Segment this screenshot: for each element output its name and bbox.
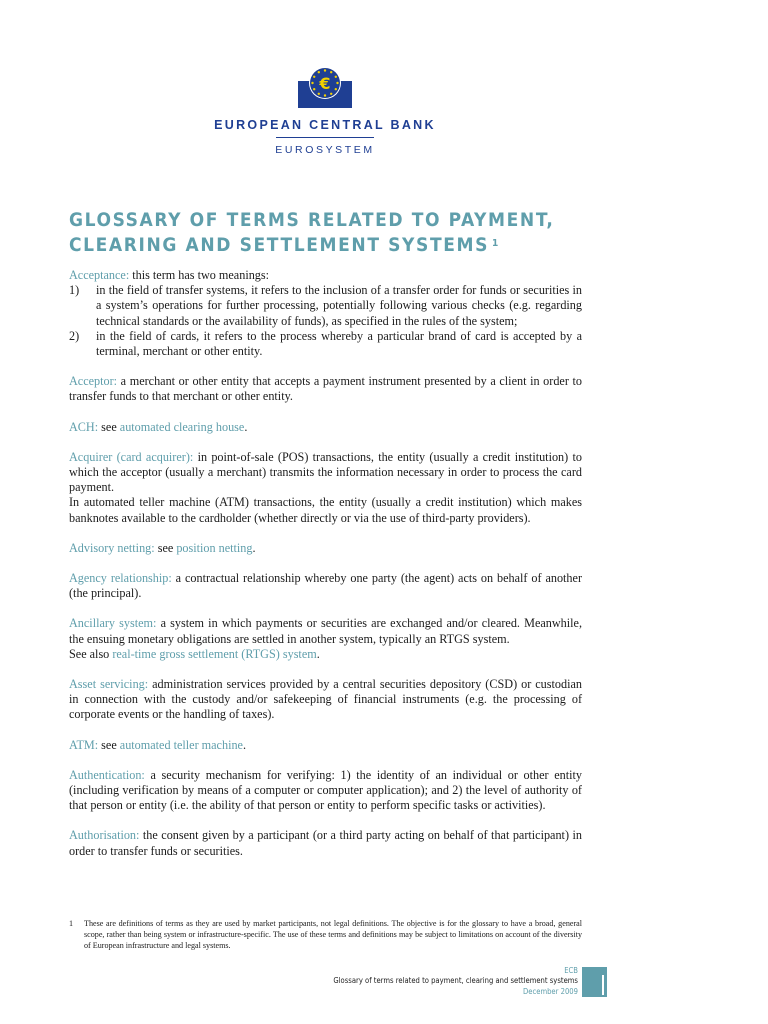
header-divider [276,137,374,138]
page-tab-bar [602,975,604,995]
list-item: 1) in the field of transfer systems, it refers to the inclusion of a transfer order for funds or securities in a system’s operations for further processing, potentially following various checks (e.g. regarding technical standards or the availability of funds), as specified in the rules of the system; [69,283,582,328]
entry-advisory-netting: Advisory netting: see position netting. [69,540,256,555]
term: ATM: [69,737,99,752]
footer-publisher: ECB [564,966,578,975]
definition: this term has two meanings: [129,268,270,282]
term: Acceptance: [69,268,130,282]
bank-name: EUROPEAN CENTRAL BANK [214,118,436,132]
entry-acceptance [69,268,582,359]
cross-reference-link[interactable]: automated clearing house [119,419,245,434]
entry-asset-servicing [69,677,582,723]
term: Ancillary system: [69,616,157,631]
title-line-2: CLEARING AND SETTLEMENT SYSTEMS $^1$ [69,234,499,256]
definition-continued: In automated teller machine (ATM) transactions, the entity (usually a credit institution) which makes banknotes available to the cardholder (whether directly or via the use of third-party providers). [69,495,582,525]
page-footer [333,966,578,997]
title-line-1: GLOSSARY OF TERMS RELATED TO PAYMENT, [69,209,555,231]
definition: a merchant or other entity that accepts a payment instrument presented by a client in order to transfer funds to that merchant or other entity. [69,374,582,404]
footnote-number: 1 [69,919,74,928]
definition: a system in which payments or securities are exchanged and/or cleared. Meanwhile, the ensuing monetary obligations are settled in another system, typically an RTGS system. [69,616,582,646]
definition: a security mechanism for verifying: 1) the identity of an individual or other entity (including verification by means of a computer or computer application); and 2) the level of authority of that person or entity (i.e. the ability of that person or entity to perform specific tasks or activities). [69,767,582,813]
footer-date: December 2009 [523,986,578,996]
entry-ancillary-system: Ancillary system: a system in which payments or securities are exchanged and/or cleared. Meanwhile, the ensuing monetary obligations are settled in another system, typically an RTGS system. See also real-time gross settlement (RTGS) system. [69,616,582,661]
definition: administration services provided by a central securities depository (CSD) or custodian in connection with the custody and/or safekeeping of financial instruments (e.g. the processing of corporate events or the handling of taxes). [69,677,582,722]
list-item: 2) in the field of cards, it refers to the process whereby a particular brand of card is accepted by a terminal, merchant or other entity. [69,328,582,359]
entry-authentication [69,768,582,814]
definition: the consent given by a participant (or a third party acting on behalf of that participant) in order to transfer funds or securities. [69,828,582,858]
page-title [69,208,709,258]
entry-atm: ATM: see automated teller machine. [69,737,247,752]
term: Authorisation: [69,828,140,843]
term: Acquirer (card acquirer): [69,449,194,464]
entry-ach: ACH: see automated clearing house. [69,419,248,434]
footnote [69,918,582,951]
cross-reference-link[interactable]: position netting [176,540,253,555]
definition: in point-of-sale (POS) transactions, the entity (usually a credit institution) to which the acceptor (usually a merchant) transmits the information necessary in order to process the card payment. [69,449,582,495]
term: Advisory netting: [69,540,155,555]
footnote-marker: 1 [492,238,499,249]
euro-emblem-icon [298,66,352,108]
eurosystem-label: EUROSYSTEM [275,144,375,156]
euro-symbol: € [319,74,331,93]
ecb-logo [298,66,352,108]
term: Asset servicing: [69,677,149,692]
entry-authorisation [69,828,582,858]
entry-agency-relationship [69,571,582,601]
glossary-body [69,268,582,874]
footnote-text: These are definitions of terms as they are used by market participants, not legal definitions. The objective is for the glossary to have a broad, general scope, rather than being system or infrastructure-specific. The use of these terms and definitions may be subject to limitations on account of the diversity of European infrastructure and legal systems. [84,919,582,950]
term: ACH: [69,419,99,434]
cross-reference-link[interactable]: automated teller machine [119,737,243,752]
entry-acceptor [69,374,582,404]
term: Agency relationship: [69,571,172,586]
term: Acceptor: [69,374,118,389]
term: Authentication: [69,767,145,782]
definition: a contractual relationship whereby one party (the agent) acts on behalf of another (the principal). [69,571,582,601]
footer-document-title: Glossary of terms related to payment, clearing and settlement systems [333,976,578,986]
entry-acquirer [69,450,582,526]
cross-reference-link[interactable]: real-time gross settlement (RTGS) system [112,646,317,661]
